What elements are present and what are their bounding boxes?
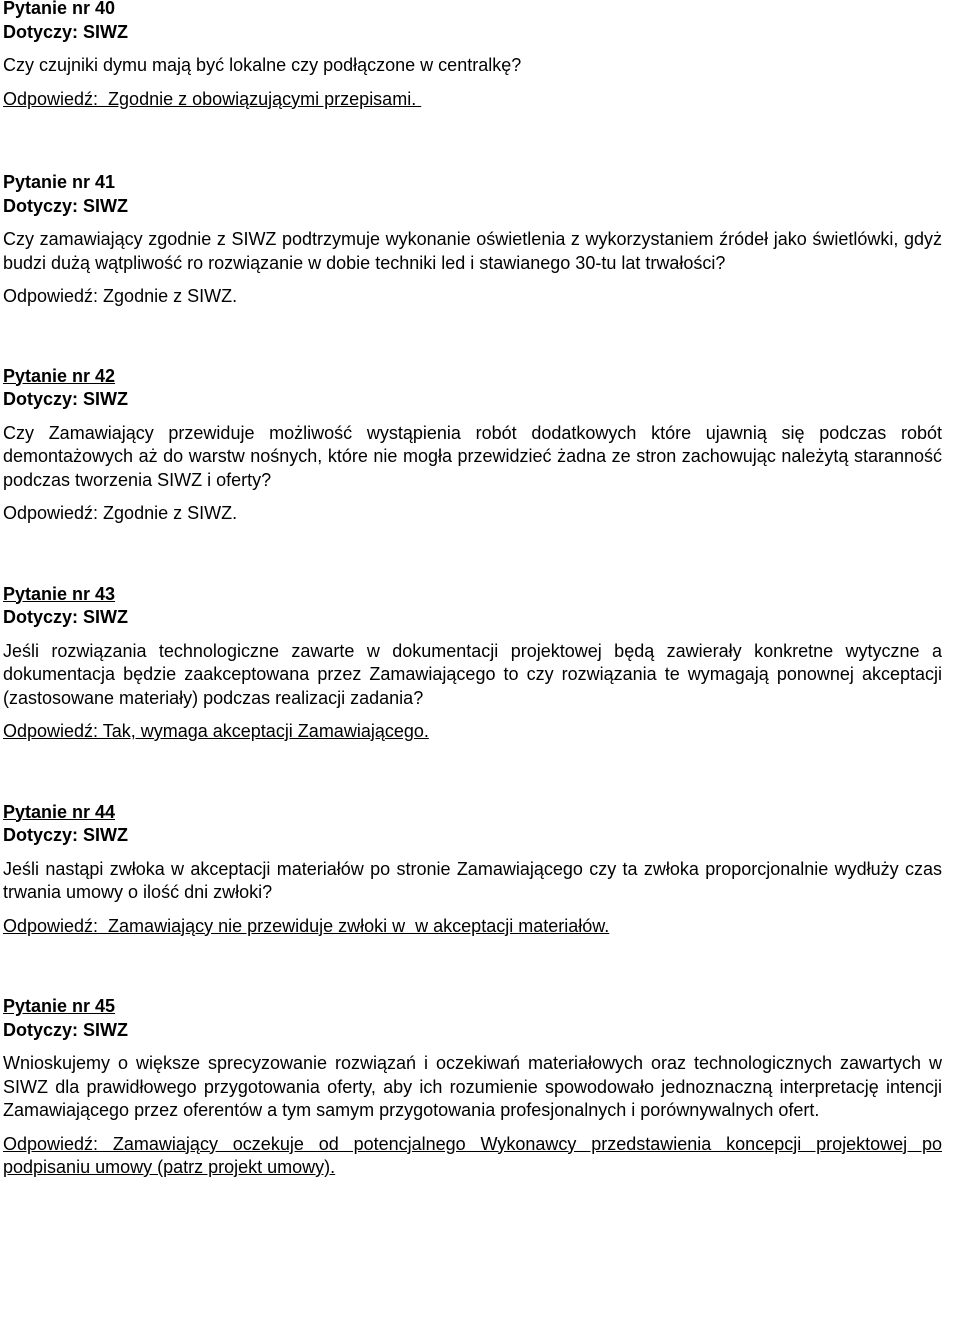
question-subject: Dotyczy: SIWZ xyxy=(3,607,129,627)
question-42 xyxy=(3,365,942,526)
question-subject: Dotyczy: SIWZ xyxy=(3,825,129,845)
question-title: Pytanie nr 40 xyxy=(3,0,116,18)
question-text: Czy zamawiający zgodnie z SIWZ podtrzymuje wykonanie oświetlenia z wykorzystaniem źródeł jako świetlówki, gdyż budzi dużą wątpliwość ro rozwiązanie w dobie techniki led i stawianego 30-tu lat trwałości? xyxy=(3,229,942,273)
question-text: Czy Zamawiający przewiduje możliwość wystąpienia robót dodatkowych które ujawnią się podczas robót demontażowych aż do warstw nośnych, które nie mogła przewidzieć żadna ze stron zachowując należytą staranność podczas tworzenia SIWZ i oferty? xyxy=(3,422,942,490)
answer-text: Odpowiedź: Zamawiający oczekuje od potencjalnego Wykonawcy przedstawienia koncepcji projektowej po podpisaniu umowy (patrz projekt umowy). xyxy=(3,1133,942,1177)
question-title: Pytanie nr 44 xyxy=(3,801,116,822)
question-subject: Dotyczy: SIWZ xyxy=(3,21,129,42)
answer-text: Odpowiedź: Zgodnie z SIWZ. xyxy=(3,503,238,523)
question-text: Wnioskujemy o większe sprecyzowanie rozwiązań i oczekiwań materiałowych oraz technologicznych zawartych w SIWZ dla prawidłowego przygotowania oferty, aby ich rozumienie spowodowało jednoznaczną interpretację intencji Zamawiającego przez oferentów a tym samym przygotowania profesjonalnych i porównywalnych ofert. xyxy=(3,1053,942,1120)
answer-text: Odpowiedź: Zgodnie z obowiązującymi przepisami. xyxy=(3,88,422,109)
question-45 xyxy=(3,995,942,1180)
question-text: Jeśli rozwiązania technologiczne zawarte w dokumentacji projektowej będą zawierały konkretne wytyczne a dokumentacja będzie zaakceptowana przez Zamawiającego to czy rozwiązania te wymagają ponownej akceptacji (zastosowane materiały) podczas realizacji zadania? xyxy=(3,640,942,708)
answer-text: Odpowiedź: Zgodnie z SIWZ. xyxy=(3,286,238,306)
question-title: Pytanie nr 42 xyxy=(3,365,116,386)
question-subject: Dotyczy: SIWZ xyxy=(3,195,129,216)
question-subject: Dotyczy: SIWZ xyxy=(3,1019,129,1040)
question-text: Jeśli nastąpi zwłoka w akceptacji materiałów po stronie Zamawiającego czy ta zwłoka proporcjonalnie wydłuży czas trwania umowy o ilość dni zwłoki? xyxy=(3,858,942,902)
question-subject: Dotyczy: SIWZ xyxy=(3,389,129,409)
answer-text: Odpowiedź: Tak, wymaga akceptacji Zamawiającego. xyxy=(3,721,429,741)
question-44 xyxy=(3,801,942,939)
question-41 xyxy=(3,171,942,309)
question-title: Pytanie nr 45 xyxy=(3,996,116,1016)
document-page xyxy=(3,0,942,1180)
answer-text: Odpowiedź: Zamawiający nie przewiduje zwłoki w w akceptacji materiałów. xyxy=(3,915,610,936)
question-title: Pytanie nr 41 xyxy=(3,172,116,192)
question-title: Pytanie nr 43 xyxy=(3,583,116,604)
question-text: Czy czujniki dymu mają być lokalne czy podłączone w centralkę? xyxy=(3,55,522,75)
question-43 xyxy=(3,583,942,744)
question-40 xyxy=(3,0,942,111)
